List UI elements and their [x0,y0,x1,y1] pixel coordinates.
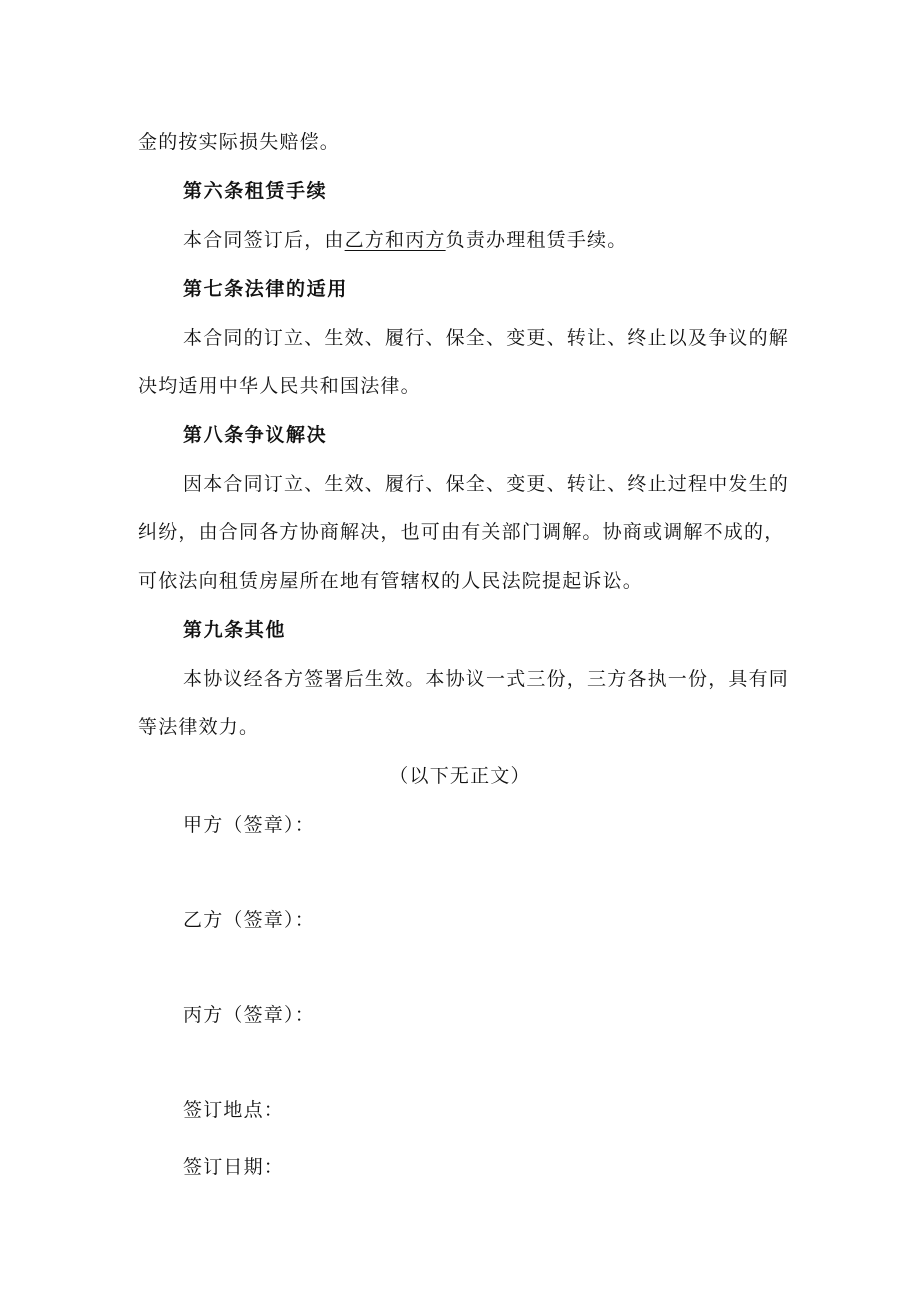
article-8-line-1: 因本合同订立、生效、履行、保全、变更、转让、终止过程中发生的 [183,473,790,495]
article-6-body-before: 本合同签订后，由 [183,229,345,251]
article-6-body [183,228,627,252]
article-7-line-1: 本合同的订立、生效、履行、保全、变更、转让、终止以及争议的解 [183,327,790,349]
article-7-title: 第七条法律的适用 [183,278,348,300]
article-9-title: 第九条其他 [183,619,287,641]
article-8-line-3: 可依法向租赁房屋所在地有管辖权的人民法院提起诉讼。 [138,570,644,592]
article-6-body-after: 负责办理租赁手续。 [445,229,628,251]
article-6-title: 第六条租赁手续 [183,180,328,202]
article-6-body-underlined: 乙方和丙方 [344,229,446,251]
signing-place: 签订地点： [183,1099,285,1121]
signature-party-a: 甲方（签章）： [183,814,315,836]
signature-party-b: 乙方（签章）： [183,909,315,931]
end-note: （以下无正文） [389,765,531,787]
signature-party-c: 丙方（签章）： [183,1004,315,1026]
signing-date: 签订日期： [183,1156,285,1178]
paragraph-fragment: 金的按实际损失赔偿。 [138,131,341,153]
article-8-line-2: 纠纷，由合同各方协商解决，也可由有关部门调解。协商或调解不成的， [138,521,785,543]
article-9-line-2: 等法律效力。 [138,716,260,738]
article-7-line-2: 决均适用中华人民共和国法律。 [138,375,421,397]
article-9-line-1: 本协议经各方签署后生效。本协议一式三份，三方各执一份，具有同 [183,668,790,690]
article-8-title: 第八条争议解决 [183,424,328,446]
